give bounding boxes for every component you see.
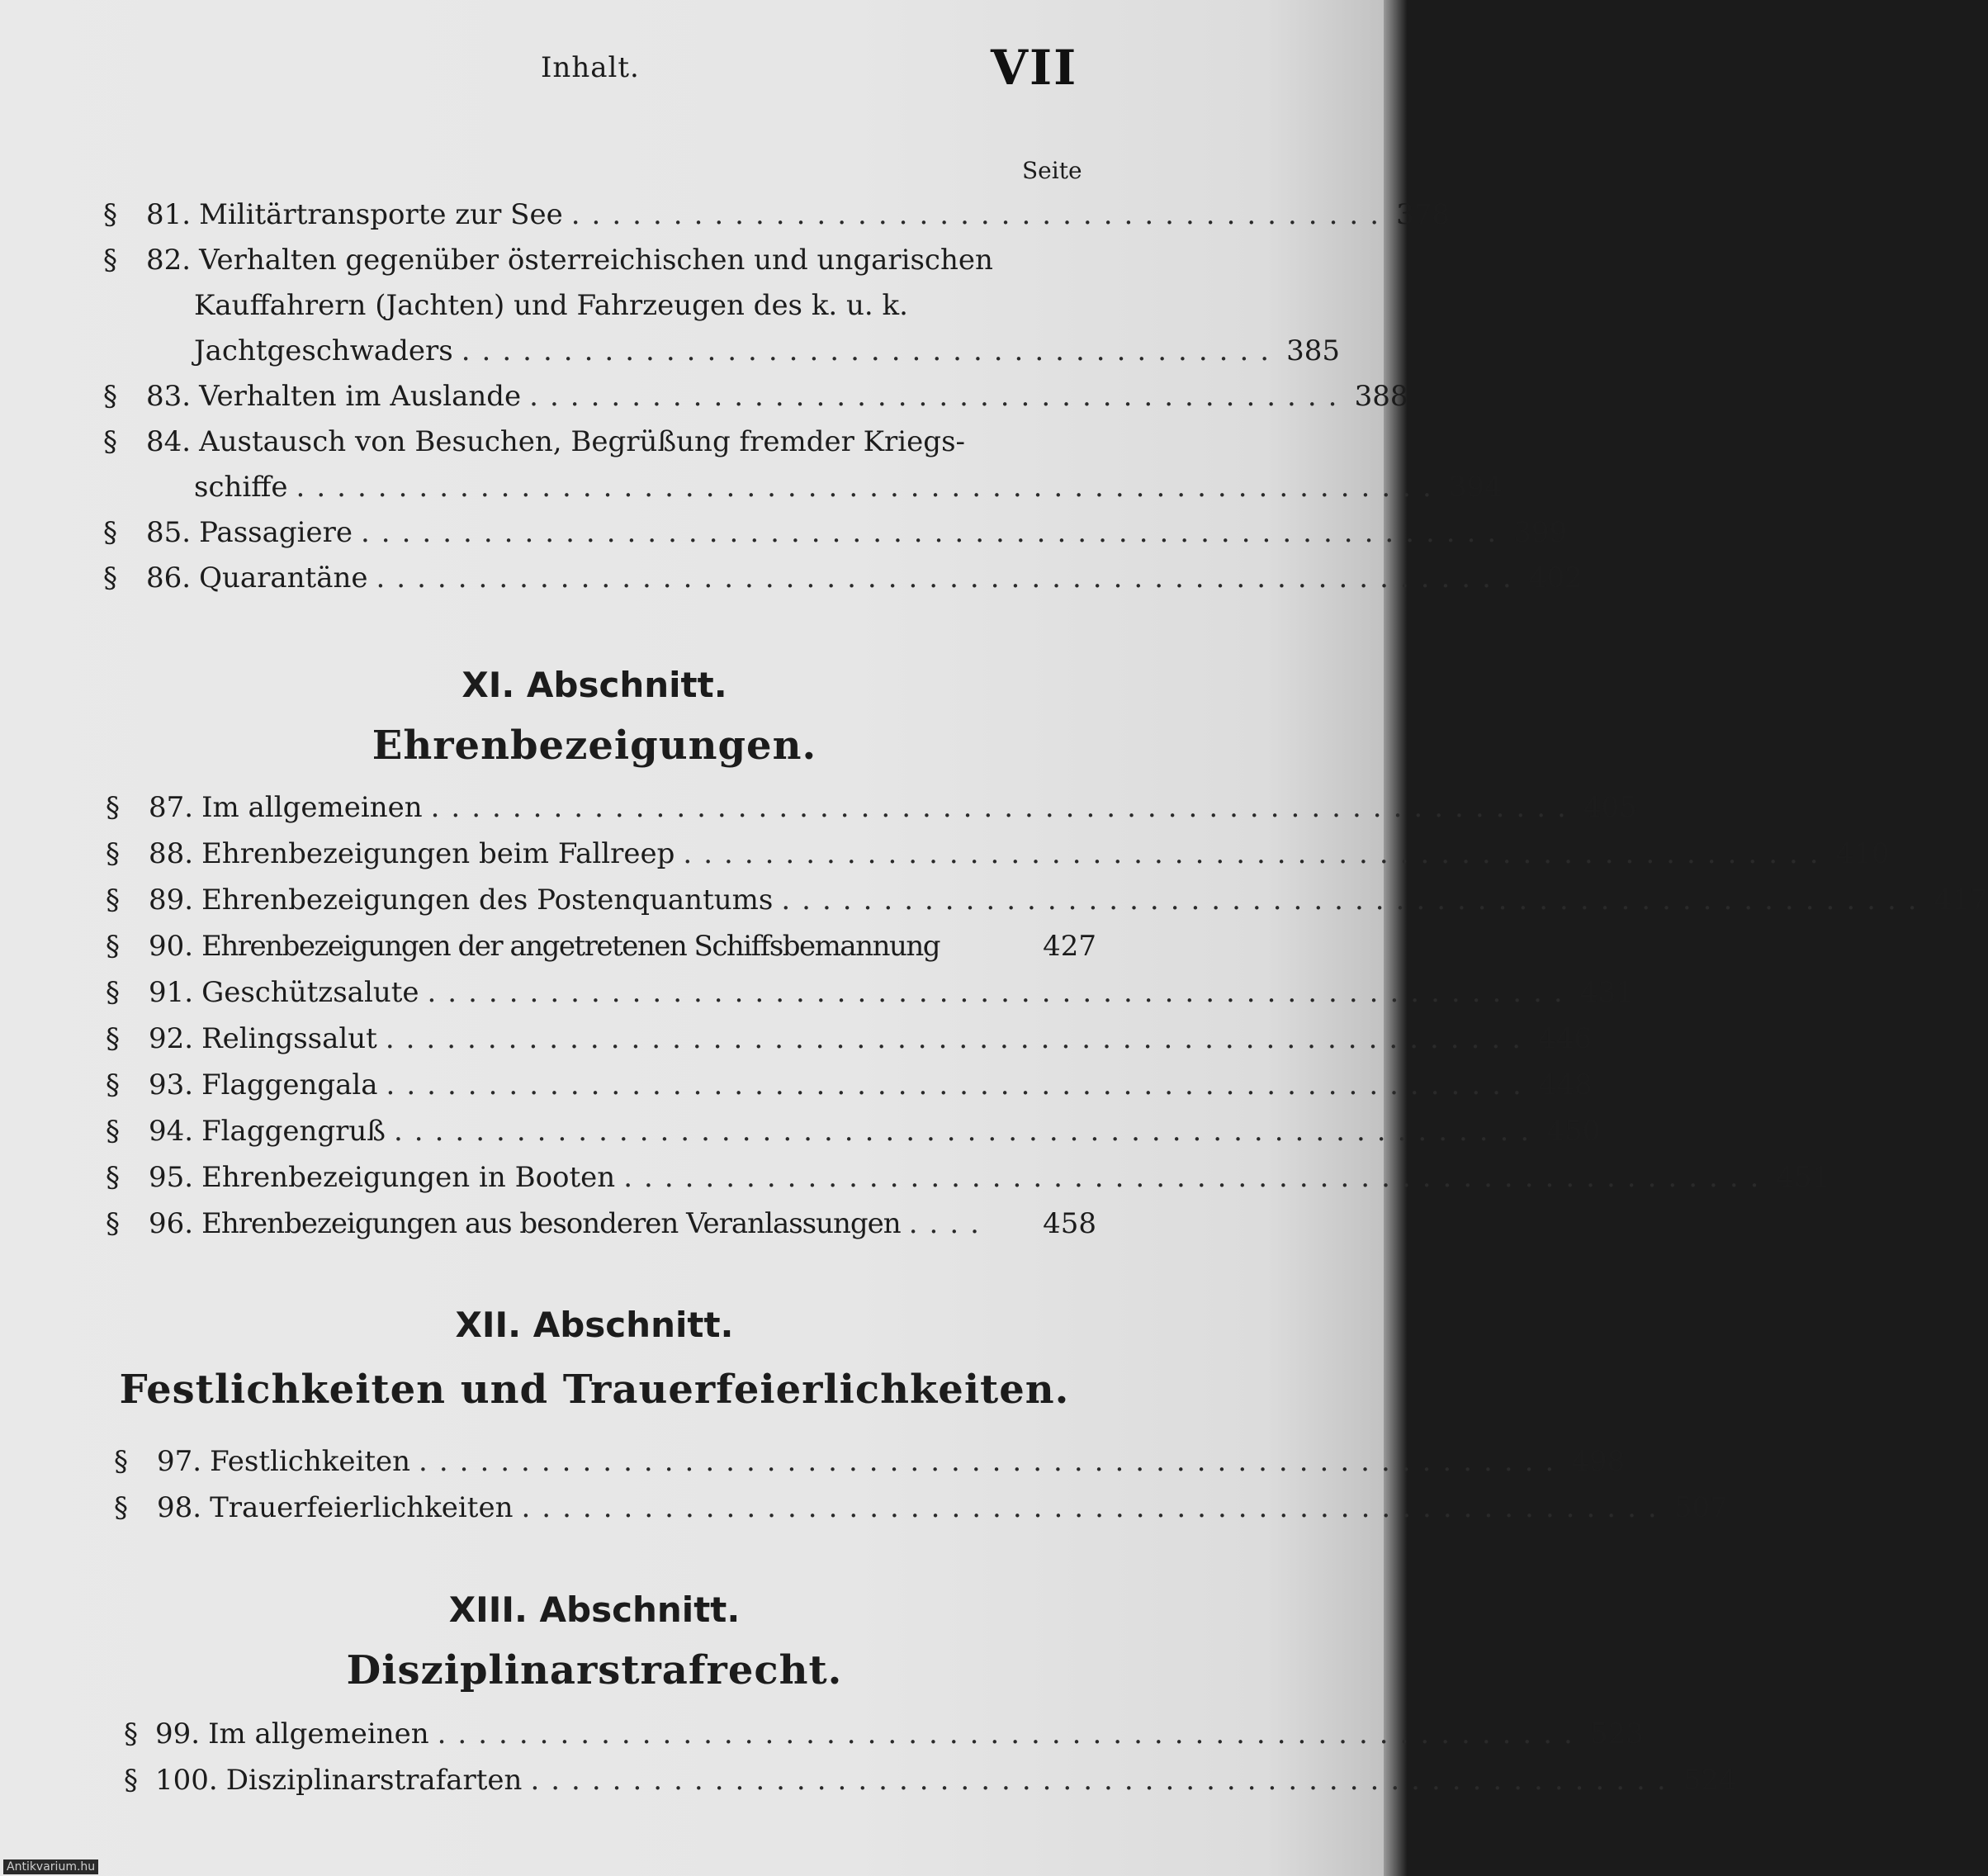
entry-number: 83. — [146, 380, 192, 413]
entry-number: 99. — [155, 1717, 201, 1750]
entry-number: 96. — [149, 1207, 194, 1240]
dot-leader: ........................................................ — [430, 791, 1578, 824]
dot-leader: ........................................................ — [521, 1491, 1668, 1524]
section-symbol: § — [114, 1445, 128, 1478]
entry-number: 98. — [157, 1491, 202, 1524]
section-symbol: § — [106, 837, 120, 870]
entry-number: 91. — [149, 976, 194, 1009]
entry-title: Verhalten im Auslande — [199, 380, 522, 413]
toc-entry — [106, 791, 1637, 824]
entry-page: 451 — [1776, 1161, 1830, 1194]
toc-entry-last-line — [194, 471, 1503, 504]
toc-entry — [106, 1068, 1593, 1101]
entry-number: 89. — [149, 884, 194, 917]
dot-leader: .... — [908, 1207, 991, 1240]
entry-page: 385 — [1286, 334, 1341, 367]
toc-entry — [124, 1717, 1644, 1750]
dot-leader: ........................................................ — [437, 1717, 1584, 1750]
entry-title: Ehrenbezeigungen des Postenquantums — [201, 884, 774, 917]
entry-number: 95. — [149, 1161, 194, 1194]
dot-leader: ........................................................ — [419, 1445, 1566, 1478]
toc-entry — [106, 976, 1634, 1009]
toc-entry — [106, 837, 1890, 870]
section-heading: XIII. Abschnitt. — [448, 1589, 741, 1630]
dot-leader: ........................................ — [570, 198, 1391, 231]
entry-page: 450 — [1546, 1115, 1601, 1148]
toc-entry — [103, 244, 1090, 277]
section-subtitle: Festlichkeiten und Trauerfeierlichkeiten. — [119, 1367, 1070, 1413]
section-heading: XI. Abschnitt. — [462, 665, 727, 705]
toc-entry — [124, 1764, 1737, 1797]
entry-page: 448 — [1538, 1068, 1593, 1101]
entry-title: Im allgemeinen — [208, 1717, 429, 1750]
page-number: VII — [991, 40, 1078, 96]
toc-entry — [103, 425, 1090, 458]
entry-page: 394 — [1448, 471, 1503, 504]
dot-leader: ........................................................ — [361, 516, 1508, 549]
entry-title: Ehrenbezeigungen der angetretenen Schiffsbemannung — [201, 930, 940, 963]
section-subtitle: Ehrenbezeigungen. — [372, 722, 817, 769]
entry-title: Ehrenbezeigungen beim Fallreep — [201, 837, 675, 870]
toc-entry — [103, 561, 1583, 595]
entry-page: 410 — [1835, 837, 1890, 870]
entry-title-continuation: Kauffahrern (Jachten) und Fahrzeugen des k. u. k. — [194, 289, 908, 322]
entry-number: 88. — [149, 837, 194, 870]
section-symbol: § — [106, 976, 120, 1009]
entry-number: 93. — [149, 1068, 194, 1101]
entry-title: Quarantäne — [199, 561, 368, 595]
dot-leader: ........................................................ — [683, 837, 1830, 870]
section-symbol: § — [106, 791, 120, 824]
dot-leader: ........................................................ — [427, 976, 1574, 1009]
dot-leader: ........................................................ — [376, 561, 1523, 595]
entry-page: 458 — [1043, 1207, 1096, 1240]
dot-leader: ........................................................ — [623, 1161, 1771, 1194]
entry-number: 81. — [146, 198, 192, 231]
entry-number: 87. — [149, 791, 194, 824]
dot-leader: ........................................................ — [530, 1764, 1678, 1797]
entry-page: 523 — [1589, 1717, 1644, 1750]
section-symbol: § — [106, 1161, 120, 1194]
entry-page: 431 — [1579, 976, 1634, 1009]
section-symbol: § — [106, 1115, 120, 1148]
entry-page: 388 — [1354, 380, 1408, 413]
entry-page: 402 — [1528, 561, 1583, 595]
section-symbol: § — [103, 198, 117, 231]
section-symbol: § — [124, 1764, 138, 1797]
entry-title: Trauerfeierlichkeiten — [210, 1491, 514, 1524]
entry-page: 446 — [1538, 1022, 1593, 1055]
entry-title: Militärtransporte zur See — [199, 198, 563, 231]
toc-entry-last-line — [194, 334, 1341, 367]
section-symbol: § — [103, 516, 117, 549]
section-symbol: § — [103, 244, 117, 277]
section-symbol: § — [106, 1068, 120, 1101]
entry-page: 405 — [1583, 791, 1637, 824]
entry-title: Verhalten gegenüber österreichischen und ungarischen — [199, 244, 993, 277]
entry-number: 97. — [157, 1445, 202, 1478]
entry-title: Ehrenbezeigungen aus besonderen Veranlassungen — [201, 1207, 901, 1240]
entry-title: Festlichkeiten — [210, 1445, 411, 1478]
dot-leader: ........................................................ — [296, 471, 1443, 504]
entry-title: Geschützsalute — [201, 976, 419, 1009]
dot-leader: ........................................................ — [386, 1068, 1533, 1101]
dot-leader: ........................................................ — [394, 1115, 1541, 1148]
section-symbol: § — [103, 425, 117, 458]
entry-page: 427 — [1043, 930, 1096, 963]
entry-number: 84. — [146, 425, 192, 458]
entry-number: 85. — [146, 516, 192, 549]
entry-page: 507 — [1673, 1491, 1728, 1524]
toc-entry — [114, 1491, 1728, 1524]
entry-title: Relingssalut — [201, 1022, 377, 1055]
toc-entry — [106, 884, 1988, 917]
section-symbol: § — [106, 884, 120, 917]
section-symbol: § — [103, 380, 117, 413]
toc-entry — [103, 516, 1568, 549]
section-symbol: § — [106, 930, 120, 963]
entry-number: 100. — [155, 1764, 218, 1797]
toc-entry — [106, 1207, 1096, 1240]
entry-page: 498 — [1571, 1445, 1626, 1478]
entry-page: 399 — [1513, 516, 1568, 549]
toc-entry — [103, 198, 1451, 231]
toc-entry — [114, 1445, 1626, 1478]
entry-page: 524 — [1683, 1764, 1737, 1797]
entry-number: 94. — [149, 1115, 194, 1148]
section-symbol: § — [124, 1717, 138, 1750]
entry-page: 378 — [1396, 198, 1451, 231]
dot-leader: ........................................ — [461, 334, 1281, 367]
entry-title: Flaggengruß — [201, 1115, 386, 1148]
toc-entry — [106, 1022, 1593, 1055]
entry-title: Austausch von Besuchen, Begrüßung fremder Kriegs- — [199, 425, 966, 458]
entry-number: 86. — [146, 561, 192, 595]
entry-title: Ehrenbezeigungen in Booten — [201, 1161, 616, 1194]
section-symbol: § — [103, 561, 117, 595]
watermark-label: Antikvarium.hu — [3, 1859, 98, 1874]
entry-page: 417 — [1934, 884, 1988, 917]
entry-title: Flaggengala — [201, 1068, 378, 1101]
entry-title: Im allgemeinen — [201, 791, 423, 824]
entry-number: 82. — [146, 244, 192, 277]
entry-title: Passagiere — [199, 516, 353, 549]
entry-title-continuation: Jachtgeschwaders — [194, 334, 453, 367]
running-header-title: Inhalt. — [541, 51, 640, 84]
section-symbol: § — [114, 1491, 128, 1524]
section-symbol: § — [106, 1022, 120, 1055]
toc-entry — [106, 1161, 1830, 1194]
dot-leader: ........................................................ — [781, 884, 1929, 917]
dot-leader: ........................................................ — [385, 1022, 1533, 1055]
seite-label: Seite — [1022, 157, 1082, 184]
entry-number: 90. — [149, 930, 194, 963]
section-subtitle: Disziplinarstrafrecht. — [346, 1647, 843, 1694]
section-heading: XII. Abschnitt. — [455, 1305, 734, 1345]
toc-entry — [103, 380, 1408, 413]
page-edge-shadow — [1384, 0, 1407, 1876]
entry-number: 92. — [149, 1022, 194, 1055]
section-symbol: § — [106, 1207, 120, 1240]
dot-leader: ........................................ — [529, 380, 1349, 413]
entry-title: Disziplinarstrafarten — [225, 1764, 523, 1797]
toc-entry — [106, 930, 1096, 963]
entry-title-continuation: schiffe — [194, 471, 288, 504]
toc-entry — [106, 1115, 1601, 1148]
